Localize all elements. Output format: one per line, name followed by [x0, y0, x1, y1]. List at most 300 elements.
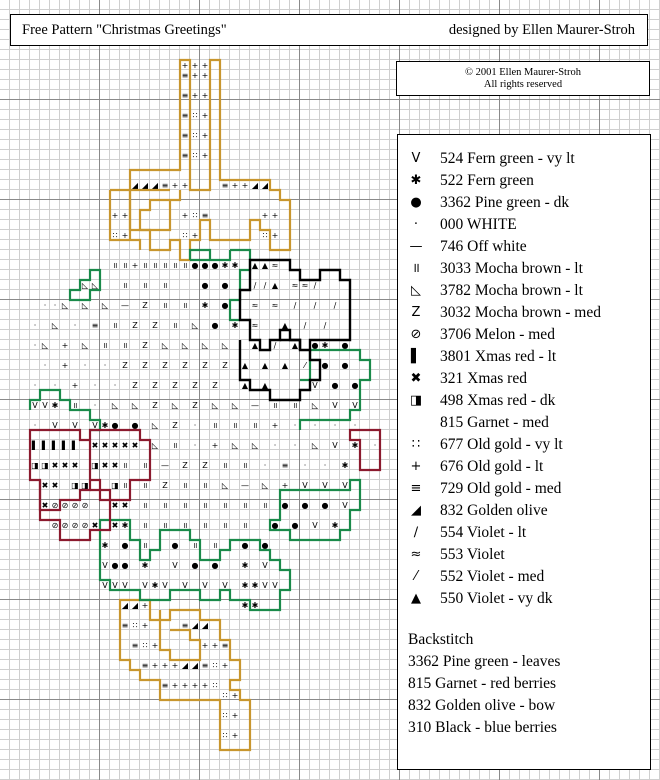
- svg-text:·: ·: [33, 381, 37, 390]
- legend-symbol-icon: ●: [410, 195, 422, 210]
- svg-text:✱: ✱: [251, 581, 259, 590]
- svg-text:—: —: [121, 301, 129, 310]
- svg-text:+: +: [191, 61, 199, 70]
- svg-text:◨: ◨: [111, 481, 119, 490]
- svg-text:·: ·: [193, 421, 197, 430]
- svg-text:+: +: [201, 681, 209, 690]
- legend-label: 3706 Melon - med: [440, 326, 555, 343]
- svg-text:॥: ॥: [182, 521, 188, 530]
- svg-text:·: ·: [373, 441, 377, 450]
- svg-text:+: +: [111, 211, 119, 220]
- svg-text:+: +: [271, 211, 279, 220]
- svg-text:॥: ॥: [142, 501, 148, 510]
- svg-text:✖: ✖: [121, 441, 129, 450]
- svg-text:▲: ▲: [291, 341, 299, 350]
- svg-text:◨: ◨: [71, 481, 79, 490]
- svg-text:V: V: [302, 481, 308, 490]
- svg-text:✱: ✱: [51, 401, 59, 410]
- svg-text:V: V: [342, 481, 348, 490]
- svg-text:≈: ≈: [251, 321, 259, 330]
- svg-text:◺: ◺: [81, 281, 89, 290]
- svg-text:॥: ॥: [232, 421, 238, 430]
- svg-text:✖: ✖: [41, 501, 49, 510]
- svg-text:॥: ॥: [162, 301, 168, 310]
- svg-text:∕: ∕: [313, 281, 317, 290]
- svg-text:✱: ✱: [151, 581, 159, 590]
- svg-text:∕: ∕: [253, 281, 257, 290]
- copyright-line: © 2001 Ellen Maurer-Stroh: [465, 67, 581, 78]
- svg-text:॥: ॥: [162, 521, 168, 530]
- svg-text:॥: ॥: [202, 481, 208, 490]
- svg-text:V: V: [92, 421, 98, 430]
- svg-text:+: +: [211, 641, 219, 650]
- svg-text:॥: ॥: [242, 501, 248, 510]
- svg-text:Z: Z: [152, 381, 158, 390]
- svg-text:▲: ▲: [251, 341, 259, 350]
- svg-text:≡: ≡: [181, 71, 189, 80]
- svg-text:✱: ✱: [101, 541, 109, 550]
- svg-text:⊘: ⊘: [51, 501, 59, 510]
- svg-text:≈: ≈: [291, 281, 299, 290]
- svg-text:V: V: [122, 581, 128, 590]
- legend-symbol-icon: ✖: [410, 371, 422, 386]
- svg-text:+: +: [231, 691, 239, 700]
- svg-text:V: V: [102, 581, 108, 590]
- legend-label: 746 Off white: [440, 238, 527, 255]
- svg-text:Z: Z: [142, 341, 148, 350]
- svg-text:▲: ▲: [241, 361, 249, 370]
- svg-text:≡: ≡: [141, 661, 149, 670]
- svg-text:✖: ✖: [111, 521, 119, 530]
- svg-text:✖: ✖: [101, 441, 109, 450]
- legend-row: [398, 522, 648, 544]
- svg-text:●: ●: [341, 361, 349, 370]
- svg-text:▌: ▌: [61, 441, 69, 450]
- svg-text:≈: ≈: [301, 281, 309, 290]
- legend-symbol-icon: ◨: [409, 393, 423, 408]
- svg-text:∷: ∷: [192, 151, 198, 160]
- svg-text:॥: ॥: [122, 481, 128, 490]
- svg-text:✱: ✱: [231, 261, 239, 270]
- svg-text:≈: ≈: [251, 301, 259, 310]
- legend-label: 729 Old gold - med: [440, 480, 562, 497]
- svg-text:◺: ◺: [221, 341, 229, 350]
- svg-text:॥: ॥: [142, 281, 148, 290]
- svg-text:⊘: ⊘: [81, 501, 89, 510]
- legend-row: [398, 148, 648, 170]
- svg-text:≡: ≡: [91, 321, 99, 330]
- svg-text:≡: ≡: [161, 181, 169, 190]
- svg-text:·: ·: [33, 341, 37, 350]
- svg-text:V: V: [52, 421, 58, 430]
- svg-text:✱: ✱: [321, 341, 329, 350]
- svg-text:+: +: [141, 601, 149, 610]
- svg-text:॥: ॥: [172, 441, 178, 450]
- legend-symbol-icon: ≈: [410, 547, 422, 562]
- svg-text:Z: Z: [142, 361, 148, 370]
- legend-label: 677 Old gold - vy lt: [440, 436, 563, 453]
- svg-text:◺: ◺: [81, 301, 89, 310]
- svg-text:V: V: [352, 401, 358, 410]
- legend-row: [398, 500, 648, 522]
- svg-text:+: +: [271, 421, 279, 430]
- svg-text:+: +: [191, 231, 199, 240]
- svg-text:▲: ▲: [281, 361, 289, 370]
- legend-row: [398, 258, 648, 280]
- svg-text:◺: ◺: [211, 401, 219, 410]
- svg-text:Z: Z: [132, 321, 138, 330]
- svg-text:∷: ∷: [112, 231, 118, 240]
- svg-text:●: ●: [241, 541, 249, 550]
- svg-text:V: V: [42, 401, 48, 410]
- legend-symbol-icon: ◺: [411, 283, 421, 298]
- svg-text:∷: ∷: [222, 691, 228, 700]
- svg-text:✱: ✱: [251, 601, 259, 610]
- svg-text:◺: ◺: [261, 481, 269, 490]
- svg-text:▲: ▲: [281, 321, 289, 330]
- svg-text:+: +: [201, 131, 209, 140]
- svg-text:॥: ॥: [182, 261, 188, 270]
- svg-text:+: +: [201, 111, 209, 120]
- svg-text:V: V: [262, 581, 268, 590]
- svg-text:◺: ◺: [61, 301, 69, 310]
- svg-text:✖: ✖: [71, 461, 79, 470]
- svg-text:●: ●: [191, 561, 199, 570]
- svg-text:●: ●: [291, 521, 299, 530]
- svg-text:▲: ▲: [241, 381, 249, 390]
- svg-text:॥: ॥: [252, 421, 258, 430]
- svg-text:●: ●: [171, 541, 179, 550]
- svg-text:V: V: [162, 581, 168, 590]
- legend-symbol-icon: Z: [411, 305, 421, 320]
- svg-text:·: ·: [353, 421, 357, 430]
- svg-text:▌: ▌: [31, 441, 39, 450]
- svg-text:+: +: [151, 641, 159, 650]
- svg-text:Z: Z: [162, 361, 168, 370]
- svg-text:॥: ॥: [202, 521, 208, 530]
- svg-text:●: ●: [191, 261, 199, 270]
- svg-text:॥: ॥: [142, 541, 148, 550]
- svg-text:✱: ✱: [341, 461, 349, 470]
- svg-text:·: ·: [33, 421, 37, 430]
- svg-text:+: +: [161, 661, 169, 670]
- svg-text:◺: ◺: [191, 321, 199, 330]
- designer-credit: designed by Ellen Maurer-Stroh: [448, 22, 635, 38]
- svg-text:॥: ॥: [122, 461, 128, 470]
- svg-text:✖: ✖: [51, 481, 59, 490]
- svg-text:·: ·: [73, 321, 77, 330]
- svg-text:✖: ✖: [121, 501, 129, 510]
- svg-text:≡: ≡: [281, 461, 289, 470]
- svg-text:॥: ॥: [212, 421, 218, 430]
- svg-text:●: ●: [351, 381, 359, 390]
- svg-text:≡: ≡: [201, 661, 209, 670]
- legend-row: [398, 412, 648, 434]
- svg-text:⊘: ⊘: [71, 521, 79, 530]
- svg-text:✱: ✱: [241, 601, 249, 610]
- svg-text:●: ●: [131, 421, 139, 430]
- svg-text:≈: ≈: [271, 301, 279, 310]
- backstitch-item: 815 Garnet - red berries: [408, 675, 557, 692]
- svg-text:◺: ◺: [151, 441, 159, 450]
- svg-text:V: V: [72, 421, 78, 430]
- svg-text:≡: ≡: [121, 621, 129, 630]
- svg-text:+: +: [211, 441, 219, 450]
- svg-text:●: ●: [201, 261, 209, 270]
- svg-text:Z: Z: [212, 381, 218, 390]
- svg-text:·: ·: [313, 421, 317, 430]
- svg-text:◢: ◢: [131, 181, 139, 190]
- svg-text:·: ·: [303, 461, 307, 470]
- svg-text:◨: ◨: [81, 481, 89, 490]
- svg-text:—: —: [251, 401, 259, 410]
- svg-text:●: ●: [311, 341, 319, 350]
- svg-text:●: ●: [121, 561, 129, 570]
- svg-text:✖: ✖: [111, 501, 119, 510]
- legend-row: [398, 456, 648, 478]
- backstitch-item: 310 Black - blue berries: [408, 719, 557, 736]
- svg-text:◢: ◢: [151, 181, 159, 190]
- svg-text:◺: ◺: [41, 341, 49, 350]
- svg-text:∷: ∷: [212, 661, 218, 670]
- svg-text:●: ●: [211, 321, 219, 330]
- svg-text:+: +: [281, 481, 289, 490]
- svg-text:॥: ॥: [192, 541, 198, 550]
- svg-text:●: ●: [111, 561, 119, 570]
- legend-label: 3362 Pine green - dk: [440, 194, 570, 211]
- svg-text:+: +: [61, 341, 69, 350]
- legend-row: [398, 280, 648, 302]
- svg-text:∷: ∷: [222, 711, 228, 720]
- svg-text:✱: ✱: [231, 321, 239, 330]
- svg-text:◺: ◺: [151, 421, 159, 430]
- svg-text:≡: ≡: [181, 91, 189, 100]
- svg-text:∷: ∷: [142, 641, 148, 650]
- svg-text:✖: ✖: [111, 461, 119, 470]
- svg-text:∷: ∷: [262, 231, 268, 240]
- legend-symbol-icon: ·: [413, 217, 419, 232]
- svg-text:·: ·: [43, 301, 47, 310]
- svg-text:V: V: [142, 581, 148, 590]
- svg-text:—: —: [161, 461, 169, 470]
- svg-text:◺: ◺: [251, 441, 259, 450]
- svg-text:V: V: [322, 481, 328, 490]
- svg-text:◺: ◺: [131, 401, 139, 410]
- svg-text:◺: ◺: [311, 441, 319, 450]
- svg-text:✱: ✱: [141, 561, 149, 570]
- svg-text:●: ●: [301, 501, 309, 510]
- svg-text:✖: ✖: [101, 461, 109, 470]
- svg-text:◺: ◺: [51, 321, 59, 330]
- svg-text:✖: ✖: [131, 441, 139, 450]
- svg-text:◢: ◢: [191, 661, 199, 670]
- svg-text:∷: ∷: [132, 621, 138, 630]
- svg-text:✖: ✖: [61, 461, 69, 470]
- svg-text:V: V: [102, 561, 108, 570]
- svg-text:+: +: [171, 181, 179, 190]
- svg-text:◢: ◢: [131, 601, 139, 610]
- svg-text:≡: ≡: [221, 181, 229, 190]
- svg-text:+: +: [181, 181, 189, 190]
- svg-text:Z: Z: [172, 421, 178, 430]
- svg-text:·: ·: [93, 401, 97, 410]
- svg-text:◺: ◺: [311, 401, 319, 410]
- svg-text:V: V: [332, 441, 338, 450]
- svg-text:◢: ◢: [121, 601, 129, 610]
- svg-text:॥: ॥: [162, 281, 168, 290]
- svg-text:+: +: [201, 151, 209, 160]
- legend-label: 553 Violet: [440, 546, 505, 563]
- svg-text:—: —: [241, 481, 249, 490]
- svg-text:+: +: [131, 261, 139, 270]
- svg-text:Z: Z: [152, 321, 158, 330]
- svg-text:●: ●: [271, 521, 279, 530]
- copyright-box: [396, 61, 650, 96]
- svg-text:V: V: [332, 401, 338, 410]
- svg-text:⊘: ⊘: [51, 521, 59, 530]
- svg-text:·: ·: [293, 441, 297, 450]
- svg-text:≡: ≡: [181, 111, 189, 120]
- svg-text:∷: ∷: [192, 111, 198, 120]
- backstitch-title: Backstitch: [408, 631, 474, 648]
- rights-line: All rights reserved: [483, 78, 563, 90]
- svg-text:Z: Z: [142, 301, 148, 310]
- svg-text:Z: Z: [162, 481, 168, 490]
- svg-text:≡: ≡: [181, 151, 189, 160]
- svg-text:॥: ॥: [122, 261, 128, 270]
- svg-text:॥: ॥: [142, 261, 148, 270]
- svg-text:≡: ≡: [201, 211, 209, 220]
- svg-text:·: ·: [33, 321, 37, 330]
- svg-text:॥: ॥: [222, 461, 228, 470]
- legend-row: [398, 390, 648, 412]
- svg-text:●: ●: [321, 501, 329, 510]
- svg-text:·: ·: [93, 381, 97, 390]
- svg-text:⊘: ⊘: [61, 501, 69, 510]
- svg-text:·: ·: [333, 421, 337, 430]
- svg-text:✱: ✱: [331, 521, 339, 530]
- svg-text:▲: ▲: [261, 261, 269, 270]
- svg-text:≡: ≡: [131, 641, 139, 650]
- legend-symbol-icon: ∕: [413, 525, 419, 540]
- svg-text:∷: ∷: [212, 681, 218, 690]
- svg-text:∕: ∕: [323, 321, 327, 330]
- svg-text:≡: ≡: [181, 621, 189, 630]
- svg-text:≡: ≡: [161, 681, 169, 690]
- svg-text:◺: ◺: [231, 401, 239, 410]
- legend-row: [398, 214, 648, 236]
- svg-text:▲: ▲: [271, 281, 279, 290]
- svg-text:+: +: [71, 381, 79, 390]
- svg-text:V: V: [262, 561, 268, 570]
- chart-symbols: [31, 61, 376, 740]
- legend-label: 3033 Mocha brown - lt: [440, 260, 583, 277]
- svg-text:∕: ∕: [313, 301, 317, 310]
- svg-text:+: +: [141, 621, 149, 630]
- svg-text:◺: ◺: [231, 441, 239, 450]
- svg-text:+: +: [201, 71, 209, 80]
- legend-label: 522 Fern green: [440, 172, 534, 189]
- legend-row: [398, 544, 648, 566]
- svg-text:◺: ◺: [81, 341, 89, 350]
- svg-text:॥: ॥: [142, 481, 148, 490]
- svg-text:∕: ∕: [263, 281, 267, 290]
- svg-text:✖: ✖: [91, 441, 99, 450]
- svg-text:+: +: [171, 681, 179, 690]
- svg-text:▲: ▲: [261, 381, 269, 390]
- legend-symbol-icon: ⁄: [414, 569, 418, 584]
- svg-text:॥: ॥: [112, 321, 118, 330]
- svg-text:∷: ∷: [182, 231, 188, 240]
- color-legend: [397, 134, 651, 770]
- svg-text:◺: ◺: [171, 401, 179, 410]
- svg-text:·: ·: [263, 461, 267, 470]
- svg-text:≈: ≈: [271, 261, 279, 270]
- svg-text:◨: ◨: [31, 461, 39, 470]
- svg-text:▌: ▌: [41, 441, 49, 450]
- legend-symbol-icon: ▲: [411, 591, 421, 606]
- svg-text:॥: ॥: [242, 521, 248, 530]
- svg-text:◢: ◢: [201, 621, 209, 630]
- legend-symbol-icon: ≡: [410, 481, 422, 496]
- legend-label: 832 Golden olive: [440, 502, 548, 519]
- svg-text:✱: ✱: [101, 421, 109, 430]
- svg-text:●: ●: [211, 261, 219, 270]
- svg-text:+: +: [191, 91, 199, 100]
- legend-label: 552 Violet - med: [440, 568, 545, 585]
- svg-text:⊘: ⊘: [81, 521, 89, 530]
- legend-row: [398, 346, 648, 368]
- svg-text:⊘: ⊘: [61, 521, 69, 530]
- svg-text:●: ●: [261, 541, 269, 550]
- legend-label: 550 Violet - vy dk: [440, 590, 553, 607]
- legend-label: 3782 Mocha brown - lt: [440, 282, 583, 299]
- backstitch-item: 832 Golden olive - bow: [408, 697, 556, 714]
- svg-text:◨: ◨: [41, 461, 49, 470]
- svg-text:·: ·: [43, 361, 47, 370]
- svg-text:॥: ॥: [222, 521, 228, 530]
- svg-text:॥: ॥: [172, 261, 178, 270]
- svg-text:●: ●: [121, 541, 129, 550]
- svg-text:॥: ॥: [212, 541, 218, 550]
- svg-text:॥: ॥: [182, 481, 188, 490]
- legend-row: [398, 236, 648, 258]
- svg-text:✱: ✱: [201, 301, 209, 310]
- legend-label: 524 Fern green - vy lt: [440, 150, 575, 167]
- svg-text:॥: ॥: [122, 281, 128, 290]
- svg-text:●: ●: [331, 381, 339, 390]
- svg-text:+: +: [271, 231, 279, 240]
- svg-text:◢: ◢: [141, 181, 149, 190]
- svg-text:+: +: [151, 661, 159, 670]
- svg-text:॥: ॥: [172, 321, 178, 330]
- svg-text:+: +: [61, 361, 69, 370]
- svg-text:✖: ✖: [51, 461, 59, 470]
- svg-text:Z: Z: [122, 361, 128, 370]
- svg-text:✖: ✖: [111, 441, 119, 450]
- svg-text:∷: ∷: [192, 211, 198, 220]
- svg-text:॥: ॥: [222, 501, 228, 510]
- legend-symbol-icon: ⊘: [410, 327, 422, 342]
- legend-label: 554 Violet - lt: [440, 524, 527, 541]
- svg-text:✱: ✱: [241, 561, 249, 570]
- svg-text:+: +: [121, 231, 129, 240]
- svg-text:Z: Z: [222, 361, 228, 370]
- svg-text:∕: ∕: [273, 341, 277, 350]
- svg-text:◺: ◺: [91, 281, 99, 290]
- svg-text:✱: ✱: [221, 261, 229, 270]
- svg-text:●: ●: [321, 361, 329, 370]
